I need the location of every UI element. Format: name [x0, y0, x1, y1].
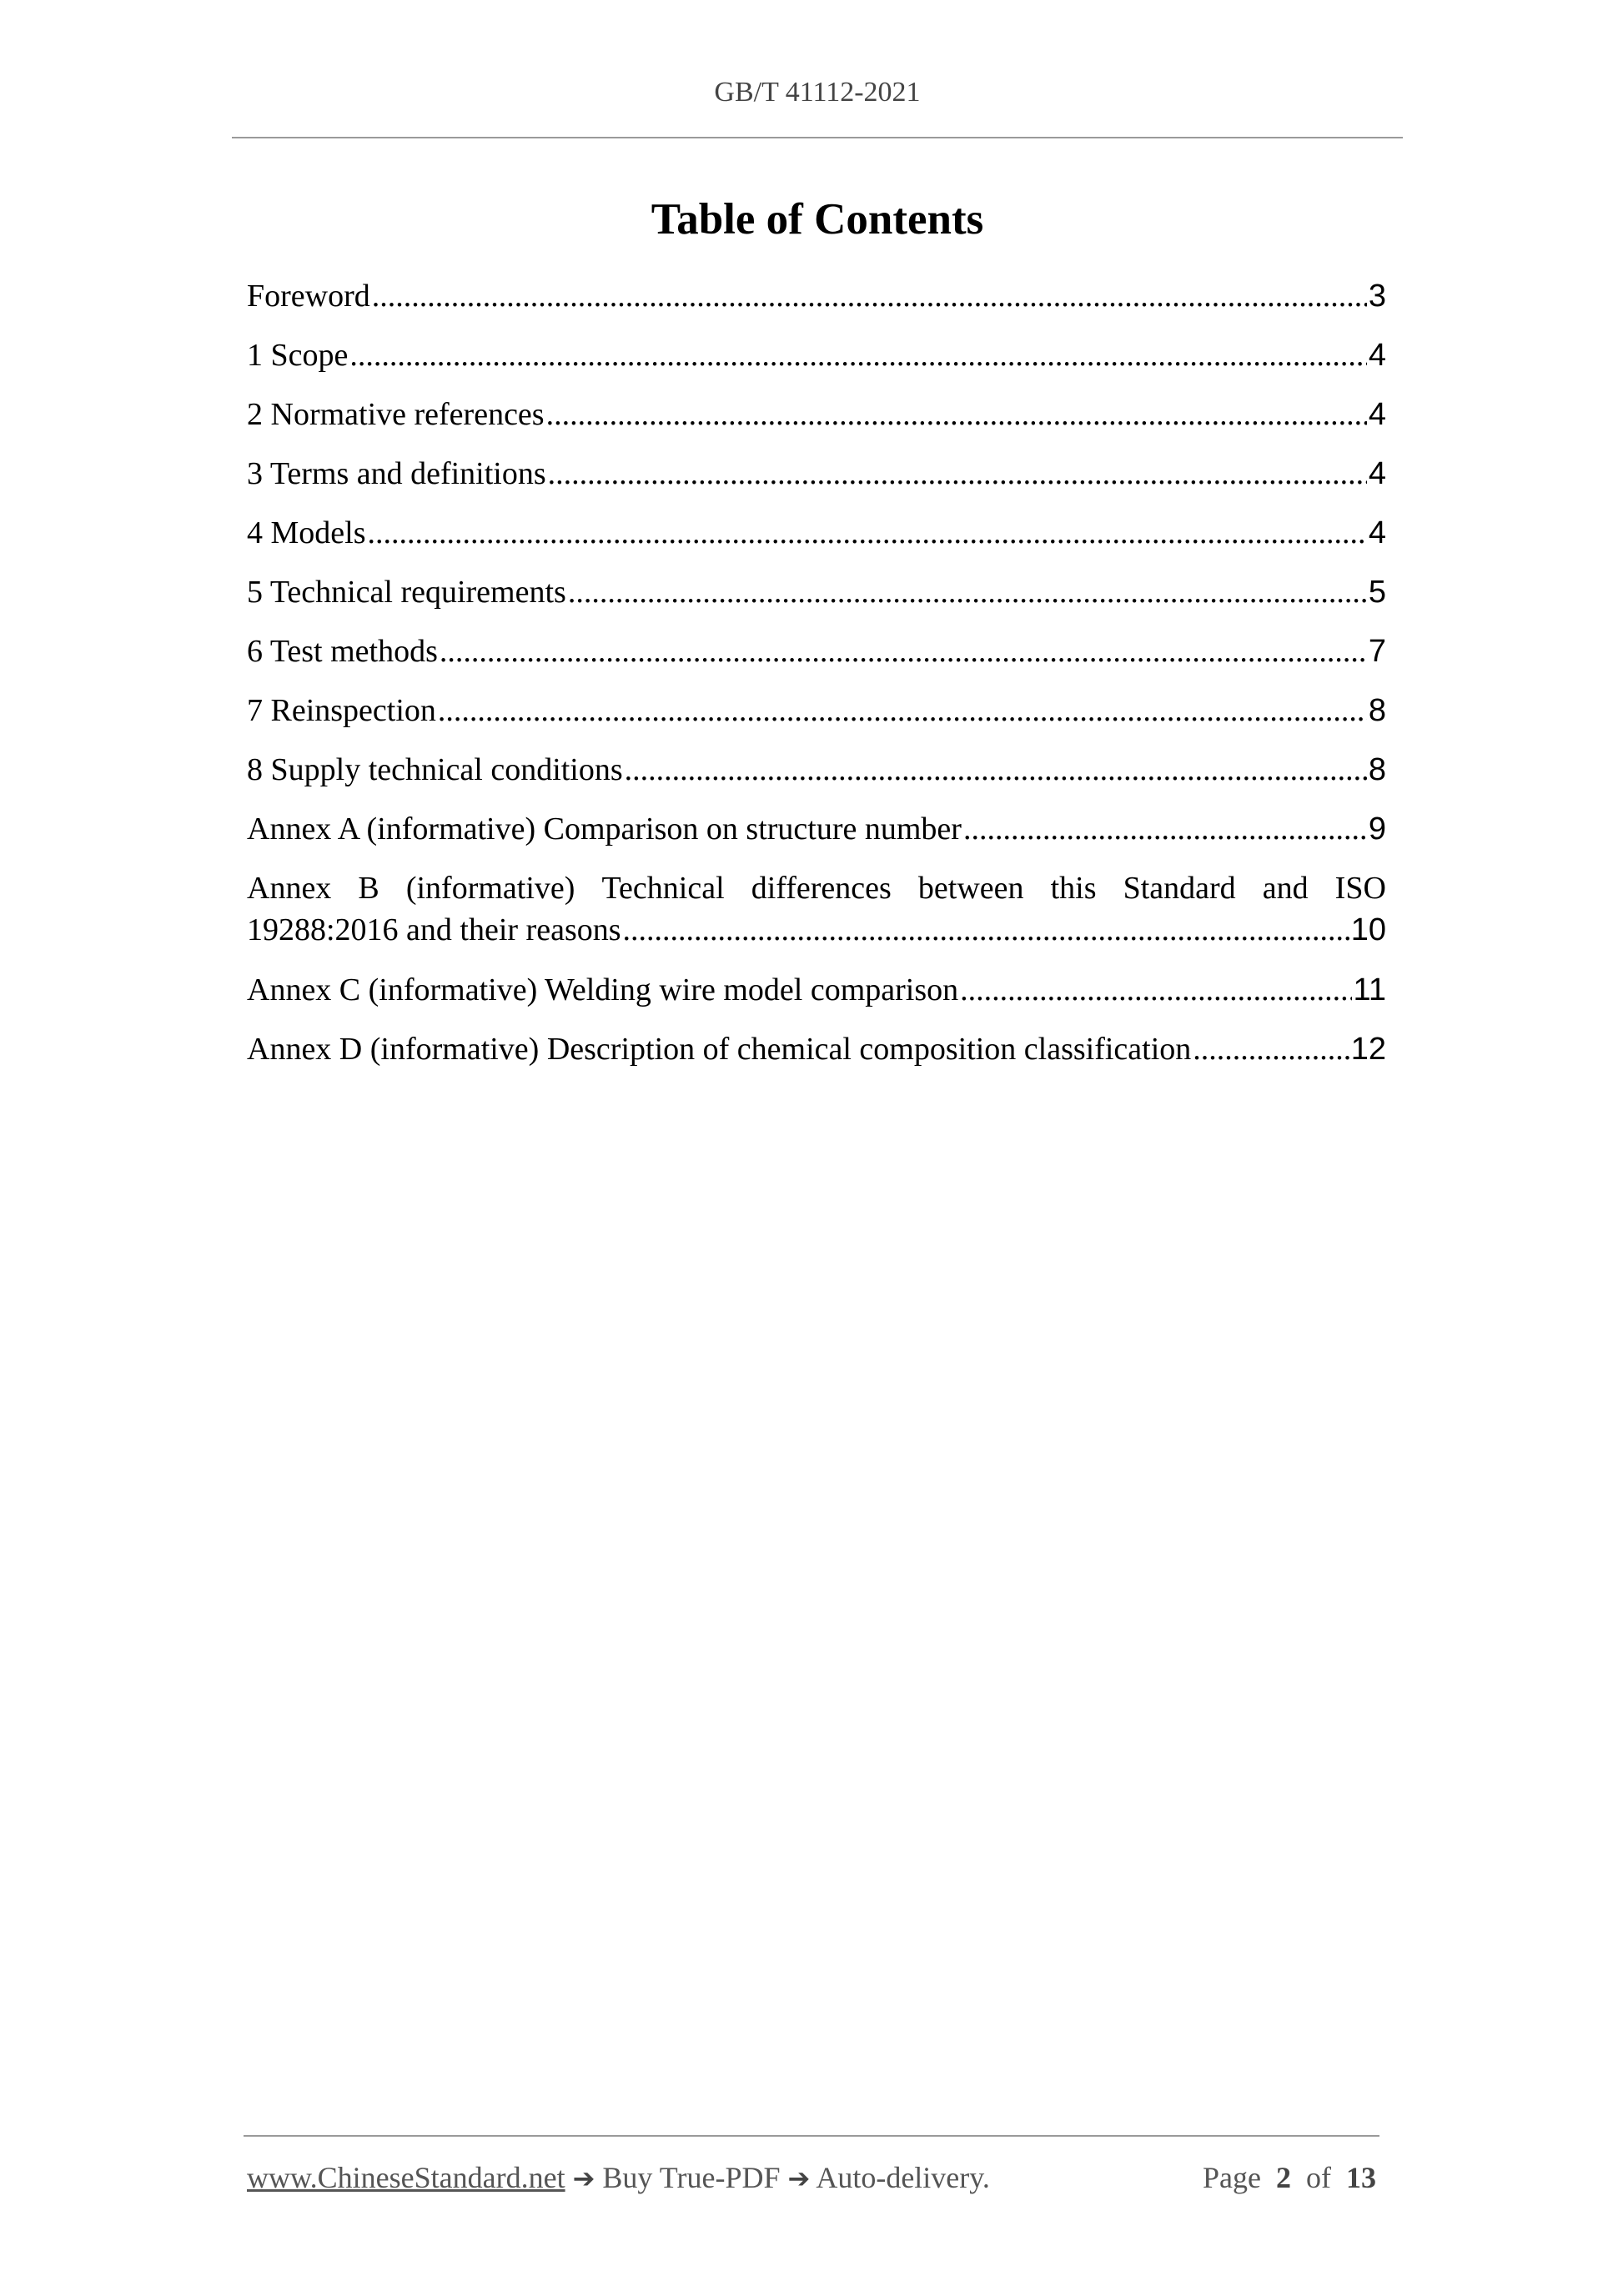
document-header-code: GB/T 41112-2021 — [714, 77, 921, 108]
page-number — [1203, 2160, 1376, 2195]
dot-leader — [440, 631, 1367, 672]
toc-entry-page: 5 — [1368, 575, 1386, 610]
toc-entry-label: 2 Normative references — [247, 397, 545, 432]
toc-entry-normative-references[interactable] — [247, 394, 1386, 453]
toc-entry-label: 8 Supply technical conditions — [247, 752, 623, 787]
dot-leader — [623, 909, 1349, 951]
toc-entry-page: 7 — [1368, 634, 1386, 669]
footer-step-delivery: Auto-delivery. — [816, 2161, 990, 2194]
toc-word: and — [1262, 871, 1309, 906]
toc-entry-scope[interactable] — [247, 334, 1386, 394]
toc-word: between — [917, 871, 1024, 906]
page-title: Table of Contents — [651, 195, 984, 244]
toc-word: (informative) — [405, 871, 575, 906]
toc-word: B — [358, 871, 379, 906]
toc-entry-page: 3 — [1368, 279, 1386, 314]
toc-entry-label: Annex C (informative) Welding wire model comparison — [247, 972, 959, 1007]
footer-divider — [244, 2135, 1379, 2137]
footer-step-buy: Buy True-PDF — [602, 2161, 781, 2194]
toc-entry-label: Annex A (informative) Comparison on structure number — [247, 811, 962, 847]
toc-entry-label: 19288:2016 and their reasons — [247, 912, 621, 947]
toc-word: this — [1050, 871, 1097, 906]
toc-entry-page: 4 — [1368, 456, 1386, 491]
toc-entry-page: 8 — [1368, 693, 1386, 728]
toc-entry-page: 12 — [1350, 1032, 1386, 1067]
toc-entry-page: 11 — [1353, 972, 1386, 1007]
toc-entry-annex-c[interactable] — [247, 969, 1386, 1028]
website-link[interactable]: www.ChineseStandard.net — [247, 2161, 565, 2194]
toc-entry-label: Annex D (informative) Description of chemical composition classification — [247, 1032, 1192, 1067]
toc-entry-models[interactable] — [247, 512, 1386, 571]
toc-entry-label: 6 Test methods — [247, 634, 438, 669]
toc-entry-page: 4 — [1368, 397, 1386, 432]
total-pages-number: 13 — [1346, 2161, 1376, 2194]
toc-entry-label: Foreword — [247, 279, 370, 314]
toc-entry-label: 7 Reinspection — [247, 693, 436, 728]
toc-word: Annex — [247, 871, 332, 906]
dot-leader — [548, 453, 1367, 495]
dot-leader — [963, 808, 1367, 850]
header-divider — [232, 137, 1403, 138]
of-word: of — [1306, 2161, 1331, 2194]
toc-entry-label-line2 — [247, 909, 1386, 951]
toc-entry-page: 4 — [1368, 515, 1386, 550]
toc-entry-foreword[interactable] — [247, 275, 1386, 334]
footer-promo — [247, 2160, 990, 2195]
dot-leader — [568, 571, 1367, 613]
toc-entry-supply-conditions[interactable] — [247, 749, 1386, 808]
toc-entry-terms-definitions[interactable] — [247, 453, 1386, 512]
dot-leader — [438, 690, 1367, 731]
dot-leader — [1193, 1028, 1349, 1070]
toc-entry-page: 10 — [1350, 912, 1386, 947]
table-of-contents — [247, 275, 1386, 1088]
dot-leader — [372, 275, 1367, 317]
toc-entry-reinspection[interactable] — [247, 690, 1386, 749]
toc-entry-test-methods[interactable] — [247, 631, 1386, 690]
toc-entry-page: 9 — [1368, 811, 1386, 847]
toc-entry-label: 4 Models — [247, 515, 366, 550]
right-arrow-icon: ➔ — [572, 2163, 595, 2194]
toc-entry-page: 8 — [1368, 752, 1386, 787]
dot-leader — [546, 394, 1367, 435]
toc-word: Standard — [1123, 871, 1236, 906]
dot-leader — [349, 334, 1366, 376]
dot-leader — [625, 749, 1367, 791]
toc-entry-label: 1 Scope — [247, 338, 349, 373]
toc-entry-label: 5 Technical requirements — [247, 575, 566, 610]
toc-word: differences — [751, 871, 892, 906]
toc-entry-technical-requirements[interactable] — [247, 571, 1386, 631]
toc-entry-label-line1 — [247, 867, 1386, 909]
toc-entry-page: 4 — [1368, 338, 1386, 373]
toc-entry-annex-a[interactable] — [247, 808, 1386, 867]
dot-leader — [960, 969, 1351, 1011]
right-arrow-icon: ➔ — [787, 2163, 811, 2194]
current-page-number: 2 — [1276, 2161, 1291, 2194]
toc-word: Technical — [601, 871, 725, 906]
toc-word: ISO — [1334, 871, 1386, 906]
toc-entry-annex-b[interactable] — [247, 867, 1386, 969]
dot-leader — [368, 512, 1367, 554]
page-word: Page — [1203, 2161, 1261, 2194]
toc-entry-label: 3 Terms and definitions — [247, 456, 546, 491]
toc-entry-annex-d[interactable] — [247, 1028, 1386, 1088]
